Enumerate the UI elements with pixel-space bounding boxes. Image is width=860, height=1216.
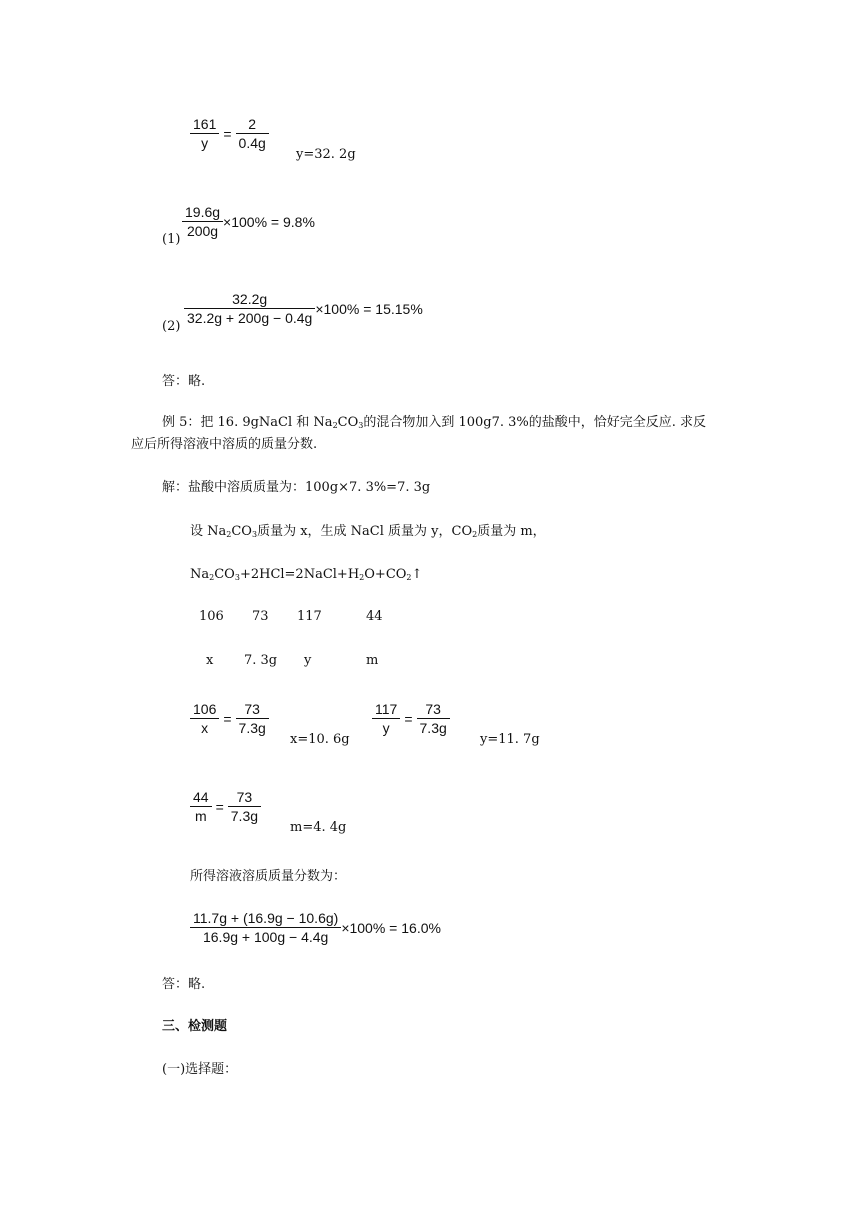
result-m: m=4. 4g bbox=[290, 820, 347, 835]
fraction-numerator: 161 bbox=[193, 116, 217, 132]
molar-mass: 73 bbox=[252, 609, 269, 624]
fraction-denominator: 7.3g bbox=[419, 720, 447, 737]
fraction-numerator: 32.2g bbox=[232, 291, 268, 307]
fraction-denominator: x bbox=[201, 720, 209, 737]
variables-line: 设 $Na_2CO_3$质量为 x，生成 NaCl 质量为 y，$CO_2$质量为 m， bbox=[190, 524, 546, 539]
equals-sign: = bbox=[223, 125, 232, 142]
molar-mass: 44 bbox=[366, 609, 383, 624]
fraction-numerator: 19.6g bbox=[185, 204, 221, 220]
unknown: m bbox=[366, 653, 379, 668]
answer-text: 答：略. bbox=[162, 374, 206, 389]
unknown: x bbox=[206, 653, 214, 668]
example-line: 例 5：把 16. 9gNaCl 和 $Na_2CO_3$的混合物加入到 100g7. 3%的盐酸中，恰好完全反应. 求反 bbox=[162, 415, 707, 430]
fraction-intro: 所得溶液溶质质量分数为： bbox=[190, 869, 347, 884]
fraction-numerator: 11.7g + (16.9g − 10.6g) bbox=[193, 910, 339, 926]
fraction-numerator: 44 bbox=[193, 789, 209, 805]
equation-final bbox=[190, 910, 441, 945]
fraction-denominator: 0.4g bbox=[238, 135, 266, 152]
fraction-numerator: 106 bbox=[193, 701, 217, 717]
equation-x bbox=[190, 701, 269, 736]
fraction-denominator: 7.3g bbox=[230, 808, 259, 825]
fraction-denominator: y bbox=[382, 720, 390, 737]
percent-result: ×100% = 15.15% bbox=[315, 300, 423, 317]
equation-y2 bbox=[372, 701, 450, 736]
fraction-numerator: 73 bbox=[236, 789, 253, 805]
fraction-denominator: y bbox=[201, 135, 209, 152]
fraction-numerator: 73 bbox=[425, 701, 441, 717]
subsection-heading: (一)选择题： bbox=[162, 1062, 238, 1077]
fraction-denominator: m bbox=[194, 808, 207, 825]
molar-mass: 117 bbox=[297, 609, 322, 624]
fraction-numerator: 117 bbox=[375, 701, 398, 717]
equals-sign: = bbox=[215, 798, 224, 815]
equals-sign: = bbox=[404, 710, 413, 727]
fraction-denominator: 200g bbox=[186, 223, 219, 240]
equation-m bbox=[190, 789, 261, 824]
unknown: y bbox=[304, 653, 312, 668]
answer-text: 答：略. bbox=[162, 977, 206, 992]
result-y: y=32. 2g bbox=[296, 147, 356, 162]
part-label: (2) bbox=[162, 319, 181, 334]
unknown: 7. 3g bbox=[244, 653, 278, 668]
section-heading: 三、检测题 bbox=[162, 1019, 228, 1034]
result-x: x=10. 6g bbox=[290, 732, 350, 747]
equation-y bbox=[190, 116, 269, 151]
reaction-equation: $Na_2CO_3+2HCl=2NaCl+H_2O+CO_2↑$ bbox=[190, 567, 423, 582]
equation-part2 bbox=[184, 291, 423, 326]
result-y2: y=11. 7g bbox=[480, 732, 540, 747]
solution-line: 解：盐酸中溶质质量为：100g×7. 3%=7. 3g bbox=[162, 480, 431, 495]
fraction-numerator: 73 bbox=[244, 701, 260, 717]
example-line: 应后所得溶液中溶质的质量分数. bbox=[131, 437, 318, 452]
percent-result: ×100% = 9.8% bbox=[223, 213, 315, 230]
fraction-denominator: 16.9g + 100g − 4.4g bbox=[202, 929, 329, 946]
part-label: (1) bbox=[162, 232, 181, 247]
molar-mass: 106 bbox=[199, 609, 224, 624]
percent-result: ×100% = 16.0% bbox=[341, 919, 441, 936]
fraction-numerator: 2 bbox=[248, 116, 257, 132]
fraction-denominator: 32.2g + 200g − 0.4g bbox=[187, 310, 313, 327]
equation-part1 bbox=[182, 204, 315, 239]
equals-sign: = bbox=[223, 710, 232, 727]
fraction-denominator: 7.3g bbox=[238, 720, 266, 737]
